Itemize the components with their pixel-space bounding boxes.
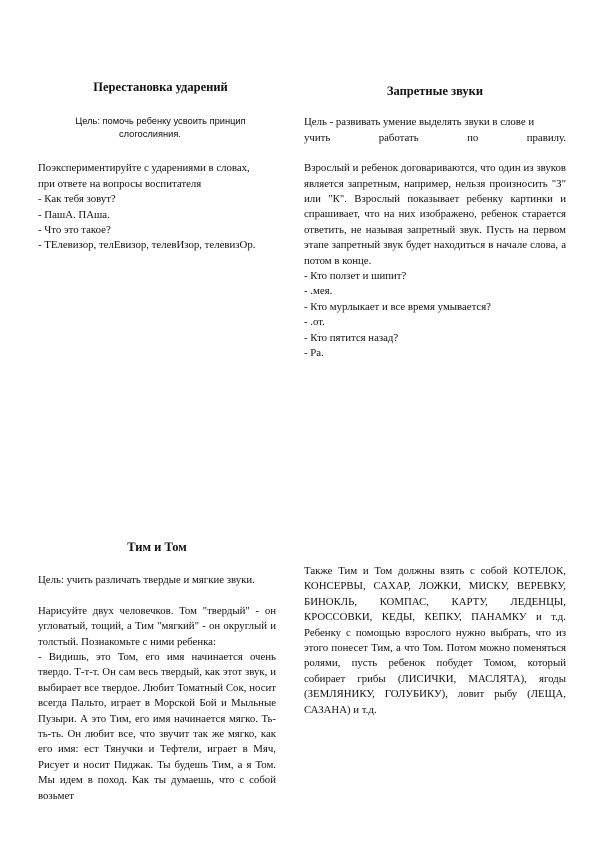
text-line: - ПашА. ПАша. [38,208,110,221]
goal-text: Цель - развивать умение выделять звуки в слове и учить работать по правилу. [304,116,566,144]
body-paragraph: Взрослый и ребенок договариваются, что один из звуков является запретным, например, нельзя произносить "З" или "К". Взрослый показывает ребенку картинки и спрашивает, что на них изображено, ребенок старается ответить, не называя запретный звук. Пусть на первом этапе запретный звук будет находиться в начале слова, а потом в конце. [304,162,566,267]
goal-text: Цель: учить различать твердые и мягкие звуки. [38,574,255,587]
body-paragraph: Также Тим и Том должны взять с собой КОТЕЛОК, КОНСЕРВЫ, САХАР, ЛОЖКИ, МИСКУ, ВЕРЕВКУ, БИНОКЛЬ, КОМПАС, КАРТУ, ЛЕДЕНЦЫ, КРОССОВКИ, КЕДЫ, КЕПКУ, ПАНАМКУ и т.д. Ребенку с помощью взрослого нужно выбрать, что из этого понесет Тим, а что Том. Потом можно поменяться ролями, пусть ребенок побудет Томом, который собирает грибы (ЛИСИЧКИ, МАСЛЯТА), ягоды (ЗЕМЛЯНИКУ, ГОЛУБИКУ), ловит рыбу (ЛЕЩА, САЗАНА) и т.д. [304,565,566,716]
body-paragraph: Нарисуйте двух человечков. Том "твердый" - он угловатый, тощий, а Тим "мягкий" - он округлый и толстый. Познакомьте с ними ребенка: [38,604,276,648]
section-title: Запретные звуки [386,84,484,98]
text-line: при ответе на вопросы воспитателя [38,177,202,190]
section-tim-and-tom-continued [304,564,566,718]
section-title: Тим и Том [127,540,187,554]
dialog-lines [304,269,566,361]
text-line: - Что это такое? [38,224,111,237]
text-line: - Кто мурлыкает и все время умывается? [304,300,491,313]
dialog-lines [38,161,283,253]
text-line: - Кто пятится назад? [304,331,399,344]
section-title: Перестановка ударений [93,80,228,94]
text-line: - Ра. [304,347,324,360]
body-paragraph: - Видишь, это Том, его имя начинается очень твердо. Т-т-т. Он сам весь твердый, как этот звук, и выбирает все твердое. Любит Томатный Сок, носит всегда Пальто, играет в Морской Бой и Мыльные Пузыри. А это Тим, его имя начинается мягко. Ть-ть-ть. Он любит все, что звучит так же мягко, как его имя: ест Тянучки и Тефтели, играет в Мяч, Рисует и носит Пиджак. Ты будешь Тим, а я Том. Мы идем в поход. Как ты думаешь, что с собой возьмет [38,651,276,802]
section-stress-shift [38,80,283,254]
text-line: - Как тебя зовут? [38,193,116,206]
text-line: - .мея. [304,285,333,298]
text-line: - Кто ползет и шипит? [304,270,407,283]
text-line: - ТЕлевизор, телЕвизор, телевИзор, телевизОр. [38,239,256,252]
text-line: - .от. [304,316,325,329]
section-tim-and-tom [38,540,276,804]
section-forbidden-sounds [304,84,566,362]
goal-text: Цель: помочь ребенку усвоить принцип слогослияния. [75,116,246,140]
text-line: Поэкспериментируйте с ударениями в словах, [38,162,250,175]
